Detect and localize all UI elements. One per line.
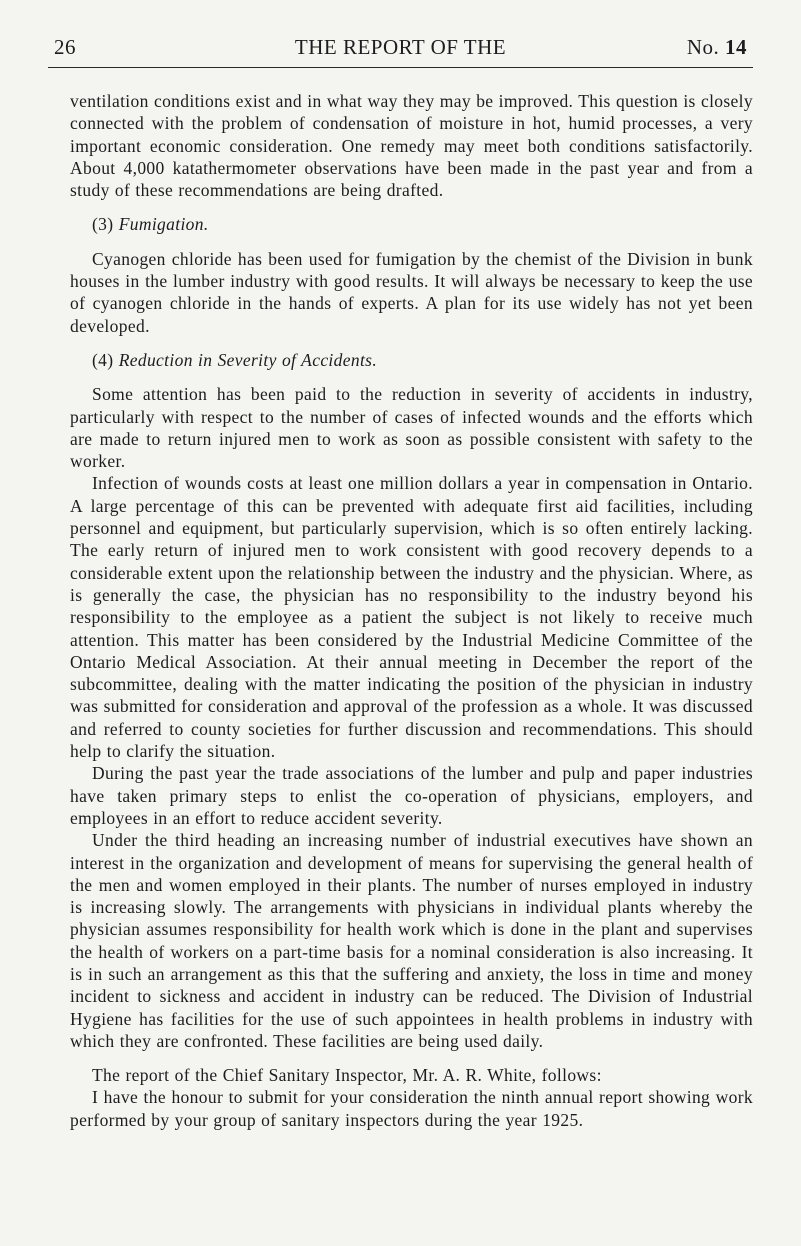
- paragraph-honour: I have the honour to submit for your consideration the ninth annual report showing work performed by your group of sanitary inspectors during the year 1925.: [70, 1087, 753, 1130]
- paragraph-infection: Infection of wounds costs at least one million dollars a year in compensation in Ontario. A large percentage of this can be prevented with adequate first aid facilities, including personnel and equipment, but particularly supervision, which is so often entirely lacking. The early return of injured men to work consistent with good recovery depends to a considerable extent upon the relationship between the industry and the physician. Where, as is generally the case, the physician has no responsibility to the industry beyond his responsibility to the employee as a patient the subject is not likely to receive much attention. This matter has been considered by the Industrial Medicine Committee of the Ontario Medical Association. At their annual meeting in December the report of the subcommittee, dealing with the matter indicating the position of the physician in industry was submitted for consideration and approval of the profession as a whole. It was discussed and referred to county societies for further discussion and recommendations. This should help to clarify the situation.: [70, 473, 753, 762]
- section-heading-fumigation: [70, 213, 753, 235]
- section-number: (4): [92, 349, 114, 370]
- page-body: [70, 90, 753, 1131]
- page-number: 26: [54, 35, 76, 59]
- report-number-prefix: No.: [686, 35, 720, 59]
- page-header: [48, 35, 753, 68]
- paragraph-third-heading: Under the third heading an increasing number of industrial executives have shown an interest in the organization and development of means for supervising the general health of the men and women employed in their plants. The number of nurses employed in industry is increasing slowly. The arrangements with physicians in individual plants whereby the physician assumes responsibility for health work which is done in the plant and supervises the health of workers on a part-time basis for a nominal consideration is also increasing. It is in such an arrangement as this that the suffering and anxiety, the loss in time and money incident to sickness and accident in industry can be reduced. The Division of Industrial Hygiene has facilities for the use of such appointees in health problems in industry with which they are confronted. These facilities are being used daily.: [70, 830, 753, 1051]
- report-number-value: 14: [725, 35, 747, 59]
- section-title: Fumigation.: [118, 214, 209, 235]
- report-number: [687, 35, 747, 60]
- paragraph-attention: Some attention has been paid to the reduction in severity of accidents in industry, particularly with respect to the number of cases of infected wounds and the efforts which are made to return injured men to work as soon as possible consistent with safety to the worker.: [70, 384, 753, 472]
- paragraph-trade-associations: During the past year the trade associations of the lumber and pulp and paper industries have taken primary steps to enlist the co-operation of physicians, employers, and employees in an effort to reduce accident severity.: [70, 763, 753, 828]
- section-heading-accidents: [70, 349, 753, 371]
- section-number: (3): [92, 214, 114, 235]
- running-title: THE REPORT OF THE: [294, 35, 507, 59]
- section-title: Reduction in Severity of Accidents.: [118, 349, 378, 370]
- paragraph-report-intro: The report of the Chief Sanitary Inspector, Mr. A. R. White, follows:: [92, 1065, 602, 1086]
- paragraph-ventilation: ventilation conditions exist and in what way they may be improved. This question is closely connected with the problem of condensation of moisture in hot, humid processes, a very important economic consideration. One remedy may meet both conditions satisfactorily. About 4,000 katathermometer observations have been made in the past year and from a study of these recommendations are being drafted.: [70, 91, 753, 201]
- paragraph-cyanogen: Cyanogen chloride has been used for fumigation by the chemist of the Division in bunk houses in the lumber industry with good results. It will always be necessary to keep the use of cyanogen chloride in the hands of experts. A plan for its use widely has not yet been developed.: [70, 248, 753, 336]
